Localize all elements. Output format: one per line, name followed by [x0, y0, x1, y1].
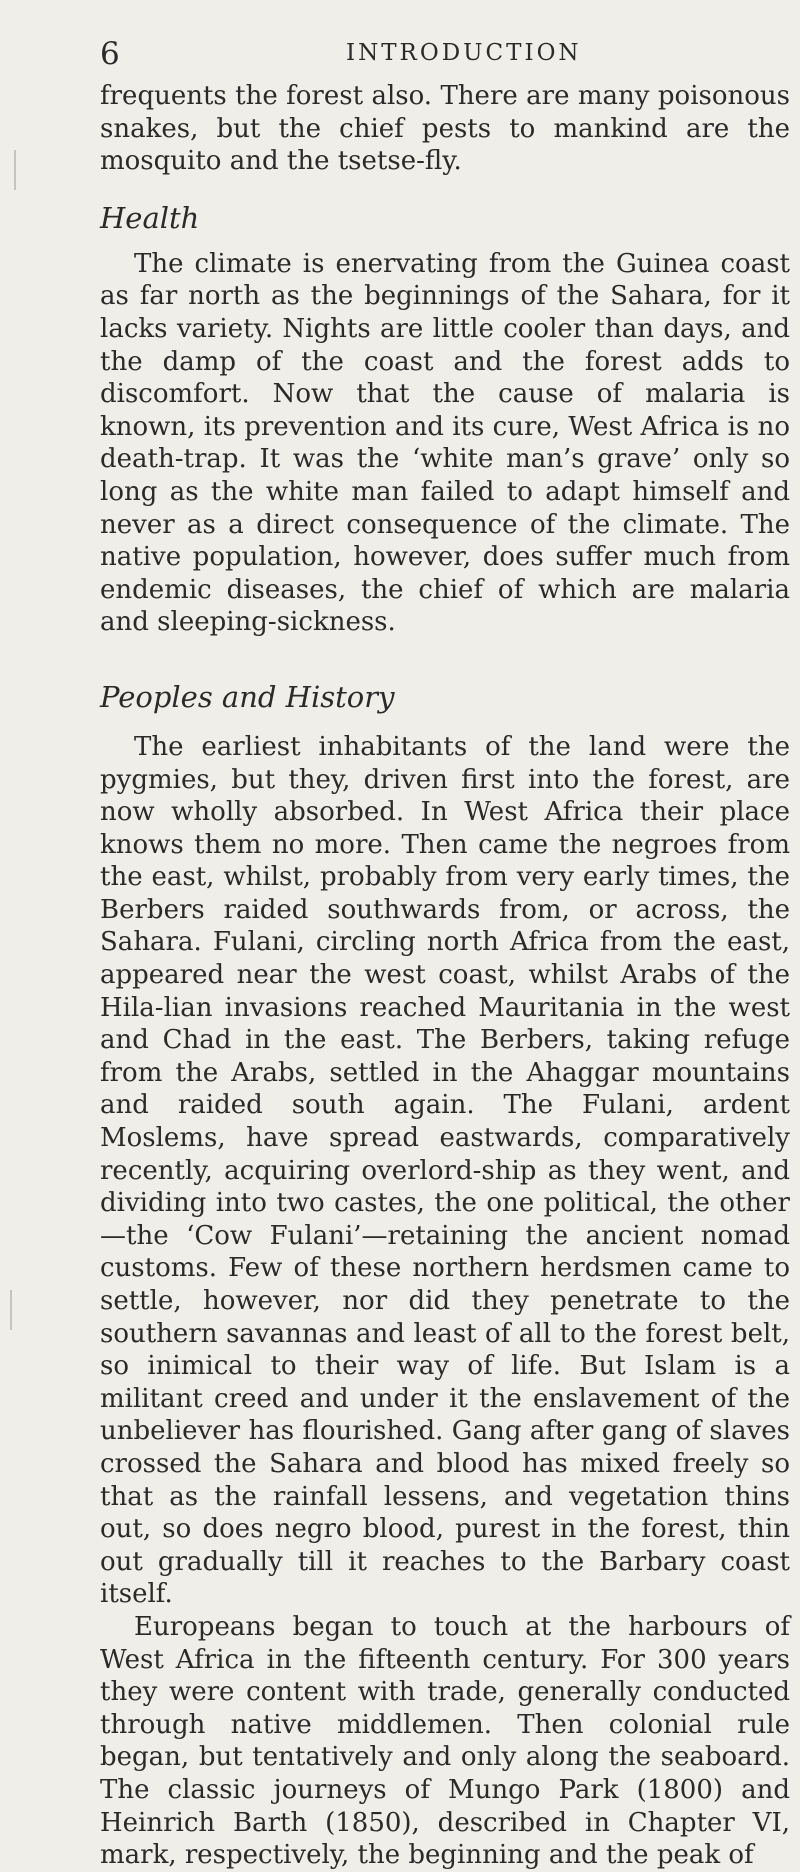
section-heading-peoples-and-history: Peoples and History — [100, 679, 395, 714]
page-number: 6 — [100, 36, 120, 72]
paragraph-continued-intro: frequents the forest also. There are many poisonous snakes, but the chief pests to mankind are the mosquito and the tsetse-fly. — [100, 81, 790, 177]
page-edge-mark — [14, 150, 16, 190]
paragraph-peoples-history-2: Europeans began to touch at the harbours of West Africa in the fifteenth century. For 300 years they were content with trade, generally conducted through native middlemen. Then colonial rule began, but tentatively and only along the seaboard. The classic journeys of Mungo Park (1800) and Heinrich Barth (1850), described in Chapter VI, mark, respectively, the beginning and the peak of — [100, 1611, 790, 1871]
running-title: INTRODUCTION — [346, 40, 582, 66]
paragraph-health: The climate is enervating from the Guinea coast as far north as the beginnings of the Sahara, for it lacks variety. Nights are little cooler than days, and the damp of the coast and the forest adds to discomfort. Now that the cause of malaria is known, its prevention and its cure, West Africa is no death-trap. It was the ‘white man’s grave’ only so long as the white man failed to adapt himself and never as a direct consequence of the climate. The native population, however, does suffer much from endemic diseases, the chief of which are malaria and sleeping-sickness. — [100, 248, 790, 638]
running-head — [100, 36, 790, 72]
paragraph-peoples-history-1: The earliest inhabitants of the land were the pygmies, but they, driven first into the forest, are now wholly absorbed. In West Africa their place knows them no more. Then came the negroes from the east, whilst, probably from very early times, the Berbers raided southwards from, or across, the Sahara. Fulani, circling north Africa from the east, appeared near the west coast, whilst Arabs of the Hila-lian invasions reached Mauritania in the west and Chad in the east. The Berbers, taking refuge from the Arabs, settled in the Ahaggar mountains and raided south again. The Fulani, ardent Moslems, have spread eastwards, comparatively recently, acquiring overlord-ship as they went, and dividing into two castes, the one political, the other—the ‘Cow Fulani’—retaining the ancient nomad customs. Few of these northern herdsmen came to settle, however, nor did they penetrate to the southern savannas and least of all to the forest belt, so inimical to their way of life. But Islam is a militant creed and under it the enslavement of the unbeliever has flourished. Gang after gang of slaves crossed the Sahara and blood has mixed freely so that as the rainfall lessens, and vegetation thins out, so does negro blood, purest in the forest, thin out gradually till it reaches to the Barbary coast itself. — [100, 731, 790, 1610]
page-body — [100, 80, 790, 1872]
section-heading-health: Health — [100, 200, 200, 235]
page-edge-mark — [10, 1290, 12, 1330]
